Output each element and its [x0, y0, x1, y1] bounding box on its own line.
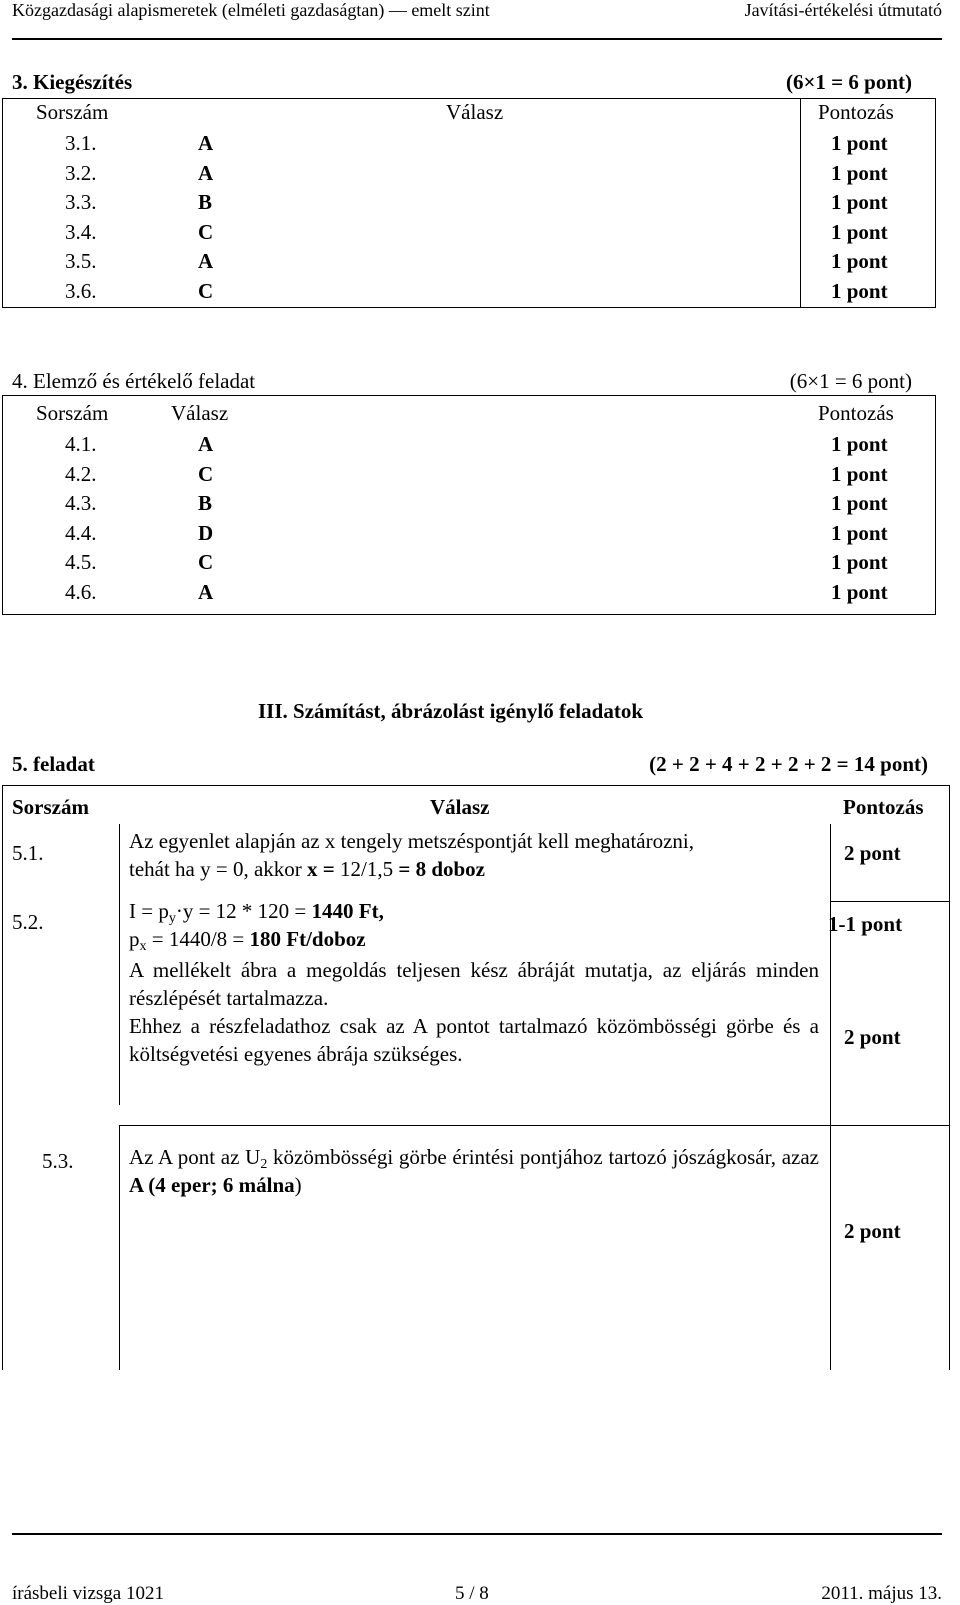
answer-text: = 1440/8 =	[146, 927, 250, 951]
footer-rule	[12, 1533, 942, 1535]
header-rule	[12, 38, 942, 40]
page-header-left: Közgazdasági alapismeretek (elméleti gazdaságtan) — emelt szint	[12, 0, 490, 20]
answer-line: Az egyenlet alapján az x tengely metszéspontját kell meghatározni,	[129, 829, 695, 853]
answer-text: tehát ha y = 0, akkor	[129, 857, 308, 881]
table-row	[3, 430, 935, 460]
answer-text: x =	[307, 857, 341, 881]
section-4-title: 4. Elemző és értékelő feladat	[12, 369, 256, 393]
table-rows	[3, 129, 935, 307]
answer-text: 12/1,5	[340, 857, 394, 881]
row-answer: C	[198, 461, 214, 486]
page-header-right: Javítási-értékelési útmutató	[744, 0, 942, 20]
table-row	[3, 489, 935, 519]
section-3-title: 3. Kiegészítés	[12, 70, 133, 94]
row-answer: A	[198, 131, 214, 155]
section-3-table	[2, 98, 936, 308]
row-border	[119, 1125, 950, 1126]
table-row	[3, 129, 935, 159]
col-header-answer: Válasz	[430, 795, 490, 819]
row-number: 3.3.	[65, 190, 97, 215]
table-row	[3, 578, 935, 608]
row-answer: A	[198, 249, 214, 274]
row-answer: A	[198, 432, 214, 456]
answer-subscript: x	[139, 939, 147, 954]
row-number: 4.5.	[65, 550, 97, 575]
divider	[119, 824, 120, 1105]
col-header-number: Sorszám	[36, 100, 109, 124]
row-score: 2 pont	[844, 1219, 901, 1243]
row-score: 1 pont	[831, 190, 888, 215]
table-border-right	[949, 785, 950, 1370]
table-border-left	[2, 785, 3, 1370]
answer-text: 1440 Ft,	[311, 899, 384, 923]
answer-line	[129, 897, 819, 925]
answer-subscript: 2	[260, 1157, 268, 1172]
row-score: 1 pont	[831, 278, 888, 303]
table-row	[3, 460, 935, 490]
answer-5-2-note	[129, 956, 819, 1068]
row-number: 3.5.	[65, 249, 97, 274]
row-answer: C	[198, 219, 214, 244]
row-answer: C	[198, 278, 214, 303]
row-number: 3.1.	[65, 131, 97, 155]
row-number: 4.1.	[65, 432, 97, 456]
section-5-table	[2, 785, 950, 1369]
answer-text: A (4 eper; 6 málna	[129, 1173, 295, 1197]
answer-text: )	[294, 1173, 302, 1197]
row-number: 5.1.	[12, 841, 44, 865]
table-row	[3, 159, 935, 189]
col-header-number: Sorszám	[12, 795, 89, 819]
row-answer: D	[198, 520, 214, 545]
answer-5-1	[129, 827, 819, 883]
table-row	[3, 218, 935, 248]
section-5-title: 5. feladat	[12, 752, 95, 776]
row-number: 3.2.	[65, 160, 97, 185]
divider	[119, 1125, 120, 1370]
row-score: 1 pont	[831, 160, 888, 185]
row-number: 4.3.	[65, 491, 97, 516]
row-score: 2 pont	[844, 841, 901, 865]
row-number: 5.3.	[42, 1149, 74, 1173]
table-border-top	[2, 785, 950, 786]
answer-text: 180 Ft/doboz	[249, 927, 366, 951]
table-row	[3, 548, 935, 578]
row-number: 4.2.	[65, 461, 97, 486]
answer-paragraph: Ehhez a részfeladathoz csak az A pontot tartalmazó közömbösségi görbe és a költségvetési egyenes ábrája szükséges.	[129, 1014, 819, 1066]
answer-text: ·y = 12 * 120 =	[175, 899, 312, 923]
answer-line	[129, 925, 819, 953]
row-score: 1 pont	[831, 249, 888, 274]
footer-right: 2011. május 13.	[821, 1583, 942, 1604]
row-answer: A	[198, 579, 214, 604]
footer-center: 5 / 8	[455, 1583, 489, 1604]
answer-text: I = p	[129, 899, 169, 923]
section-5-points: (2 + 2 + 4 + 2 + 2 + 2 = 14 pont)	[649, 752, 928, 776]
section-3-points: (6×1 = 6 pont)	[785, 70, 912, 94]
answer-paragraph: A mellékelt ábra a megoldás teljesen kész ábráját mutatja, az eljárás minden részlépését tartalmazza.	[129, 958, 819, 1010]
answer-text: Az A pont az U	[129, 1145, 261, 1169]
row-answer: B	[198, 190, 213, 215]
row-score: 1-1 pont	[828, 912, 903, 936]
answer-5-2	[129, 897, 819, 953]
table-row	[3, 519, 935, 549]
row-number: 4.4.	[65, 520, 97, 545]
footer-left: írásbeli vizsga 1021	[12, 1583, 164, 1604]
row-number: 3.4.	[65, 219, 97, 244]
table-row	[3, 277, 935, 307]
col-header-answer: Válasz	[171, 401, 229, 425]
row-score: 1 pont	[831, 491, 888, 516]
row-number: 4.6.	[65, 579, 97, 604]
table-row	[3, 188, 935, 218]
answer-text: p	[129, 927, 140, 951]
row-answer: B	[198, 491, 213, 516]
col-header-score: Pontozás	[818, 100, 894, 124]
part-3-title: III. Számítást, ábrázolást igénylő feladatok	[258, 699, 643, 723]
row-score: 1 pont	[831, 131, 888, 155]
section-4-points: (6×1 = 6 pont)	[789, 369, 912, 393]
col-header-answer: Válasz	[446, 100, 504, 124]
row-score: 1 pont	[831, 579, 888, 604]
row-score: 1 pont	[831, 432, 888, 456]
col-header-score: Pontozás	[818, 401, 894, 425]
answer-text: = 8 doboz	[393, 857, 486, 881]
answer-5-3	[129, 1143, 819, 1199]
col-header-number: Sorszám	[36, 401, 109, 425]
row-score: 1 pont	[831, 461, 888, 486]
section-4-table	[2, 395, 936, 615]
row-answer: A	[198, 160, 214, 185]
row-number: 3.6.	[65, 278, 97, 303]
row-answer: C	[198, 550, 214, 575]
table-rows	[3, 430, 935, 608]
row-score: 1 pont	[831, 520, 888, 545]
row-number: 5.2.	[12, 910, 44, 934]
answer-subscript: y	[168, 911, 176, 926]
row-score: 2 pont	[844, 1025, 901, 1049]
col-header-score: Pontozás	[843, 795, 924, 819]
row-score: 1 pont	[831, 219, 888, 244]
answer-line	[129, 855, 819, 883]
row-score: 1 pont	[831, 550, 888, 575]
row-border	[830, 901, 950, 902]
divider	[830, 824, 831, 1370]
answer-text: közömbösségi görbe érintési pontjához tartozó jószágkosár, azaz	[267, 1145, 819, 1169]
table-row	[3, 247, 935, 277]
